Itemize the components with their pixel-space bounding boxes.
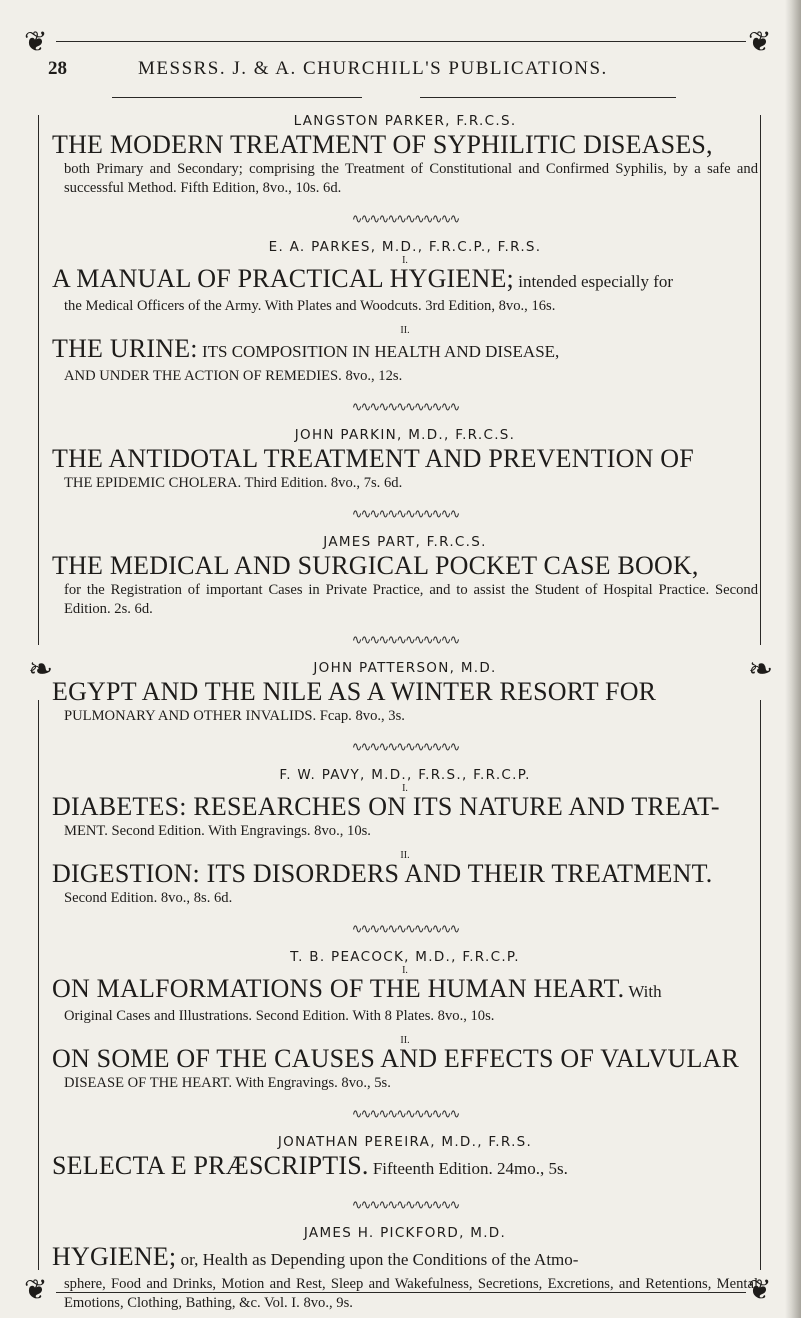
running-title: MESSRS. J. & A. CHURCHILL'S PUBLICATIONS.	[138, 58, 608, 79]
book-title	[52, 264, 758, 297]
volume-numeral: I.	[402, 255, 408, 266]
author-name: JOHN PARKIN, M.D., F.R.C.S.	[294, 427, 516, 443]
author-name: T. B. PEACOCK, M.D., F.R.C.P.	[290, 949, 520, 965]
book-description: PULMONARY AND OTHER INVALIDS. Fcap. 8vo., 3s.	[64, 708, 405, 724]
book-title	[52, 792, 758, 822]
book-description: THE EPIDEMIC CHOLERA. Third Edition. 8vo., 7s. 6d.	[64, 475, 403, 491]
right-border-rule-top	[760, 115, 761, 645]
book-title	[52, 677, 758, 707]
book-title-main: SELECTA E PRÆSCRIPTIS.	[52, 1151, 369, 1180]
section-divider: ∿∿∿∿∿∿∿∿∿∿∿∿	[351, 399, 459, 414]
left-border-rule-bottom	[38, 700, 39, 1270]
book-description: AND UNDER THE ACTION OF REMEDIES. 8vo., 12s.	[64, 368, 403, 384]
author-name: JAMES PART, F.R.C.S.	[323, 534, 487, 550]
book-title-continuation: With	[624, 982, 662, 1001]
book-title-main: ON MALFORMATIONS OF THE HUMAN HEART.	[52, 974, 625, 1003]
section-divider: ∿∿∿∿∿∿∿∿∿∿∿∿	[351, 506, 459, 521]
author-name: JONATHAN PEREIRA, M.D., F.R.S.	[277, 1134, 533, 1150]
catalogue-entry	[52, 533, 758, 619]
catalogue-entry	[52, 112, 758, 198]
catalogue-entry	[52, 1224, 758, 1313]
section-divider: ∿∿∿∿∿∿∿∿∿∿∿∿	[351, 211, 459, 226]
volume-numeral: II.	[400, 850, 410, 861]
catalogue-entry	[52, 238, 758, 386]
author-name: F. W. PAVY, M.D., F.R.S., F.R.C.P.	[279, 767, 531, 783]
volume-numeral: I.	[402, 965, 408, 976]
book-title-continuation: ITS COMPOSITION IN HEALTH AND DISEASE,	[197, 342, 560, 361]
corner-ornament-icon: ❦	[748, 25, 772, 58]
volume-numeral: II.	[400, 325, 410, 336]
section-divider: ∿∿∿∿∿∿∿∿∿∿∿∿	[351, 739, 459, 754]
book-description: the Medical Officers of the Army. With Plates and Woodcuts. 3rd Edition, 8vo., 16s.	[64, 298, 556, 314]
right-border-rule-bottom	[760, 700, 761, 1270]
corner-ornament-icon: ❦	[24, 1273, 48, 1306]
book-title	[52, 1242, 758, 1275]
book-title-continuation: intended especially for	[513, 272, 674, 291]
book-title	[52, 974, 758, 1007]
catalogue-entry	[52, 1133, 758, 1184]
book-title-main: THE URINE:	[52, 334, 198, 363]
side-ornament-icon: ❧	[748, 652, 774, 687]
page-number: 28	[48, 58, 67, 79]
left-border-rule-top	[38, 115, 39, 645]
book-title	[52, 1151, 758, 1184]
catalogue-entries	[52, 112, 758, 1313]
side-ornament-icon: ❧	[28, 652, 54, 687]
top-border-rule	[56, 41, 746, 42]
catalogue-entry	[52, 659, 758, 726]
author-name: JOHN PATTERSON, M.D.	[313, 660, 497, 676]
corner-ornament-icon: ❦	[748, 1273, 772, 1306]
book-description: both Primary and Secondary; comprising the Treatment of Constitutional and Confirmed Syphilis, by a safe and successful Method. Fifth Edition, 8vo., 10s. 6d.	[64, 161, 758, 196]
book-description: for the Registration of important Cases in Private Practice, and to assist the Student of Hospital Practice. Second Edition. 2s. 6d.	[64, 582, 758, 617]
author-name: E. A. PARKES, M.D., F.R.C.P., F.R.S.	[268, 239, 542, 255]
book-description: Second Edition. 8vo., 8s. 6d.	[64, 890, 233, 906]
book-title-main: EGYPT AND THE NILE AS A WINTER RESORT FOR	[52, 677, 657, 706]
book-title	[52, 551, 758, 581]
book-description: Original Cases and Illustrations. Second Edition. With 8 Plates. 8vo., 10s.	[64, 1008, 495, 1024]
page-edge-shadow	[785, 0, 801, 1318]
book-title	[52, 444, 758, 474]
book-title-main: THE MEDICAL AND SURGICAL POCKET CASE BOOK,	[52, 551, 699, 580]
book-title-continuation: Fifteenth Edition. 24mo., 5s.	[368, 1159, 568, 1178]
book-title-main: THE ANTIDOTAL TREATMENT AND PREVENTION OF	[52, 444, 694, 473]
top-inner-rule-right	[420, 97, 676, 98]
corner-ornament-icon: ❦	[24, 25, 48, 58]
book-title-main: ON SOME OF THE CAUSES AND EFFECTS OF VALVULAR	[52, 1044, 740, 1073]
book-title-main: DIABETES: RESEARCHES ON ITS NATURE AND TREAT-	[52, 792, 720, 821]
author-name: JAMES H. PICKFORD, M.D.	[303, 1225, 507, 1241]
volume-numeral: I.	[402, 783, 408, 794]
book-description: DISEASE OF THE HEART. With Engravings. 8vo., 5s.	[64, 1075, 391, 1091]
book-description: sphere, Food and Drinks, Motion and Rest, Sleep and Wakefulness, Secretions, Excretions, and Retentions, Mental Emotions, Clothing, Bathing, &c. Vol. I. 8vo., 9s.	[64, 1276, 758, 1311]
book-description: MENT. Second Edition. With Engravings. 8vo., 10s.	[64, 823, 371, 839]
section-divider: ∿∿∿∿∿∿∿∿∿∿∿∿	[351, 921, 459, 936]
catalogue-entry	[52, 948, 758, 1093]
section-divider: ∿∿∿∿∿∿∿∿∿∿∿∿	[351, 1197, 459, 1212]
book-title-main: THE MODERN TREATMENT OF SYPHILITIC DISEASES,	[52, 130, 713, 159]
book-title-main: A MANUAL OF PRACTICAL HYGIENE;	[52, 264, 514, 293]
book-title	[52, 130, 758, 160]
book-title	[52, 334, 758, 367]
section-divider: ∿∿∿∿∿∿∿∿∿∿∿∿	[351, 1106, 459, 1121]
catalogue-entry	[52, 426, 758, 493]
book-title	[52, 1044, 758, 1074]
volume-numeral: II.	[400, 1035, 410, 1046]
section-divider: ∿∿∿∿∿∿∿∿∿∿∿∿	[351, 632, 459, 647]
book-title-main: DIGESTION: ITS DISORDERS AND THEIR TREATMENT.	[52, 859, 713, 888]
top-inner-rule	[112, 97, 362, 98]
book-title-main: HYGIENE;	[52, 1242, 177, 1271]
book-title-continuation: or, Health as Depending upon the Conditions of the Atmo-	[176, 1250, 579, 1269]
book-title	[52, 859, 758, 889]
author-name: LANGSTON PARKER, F.R.C.S.	[293, 113, 517, 129]
catalogue-entry	[52, 766, 758, 908]
